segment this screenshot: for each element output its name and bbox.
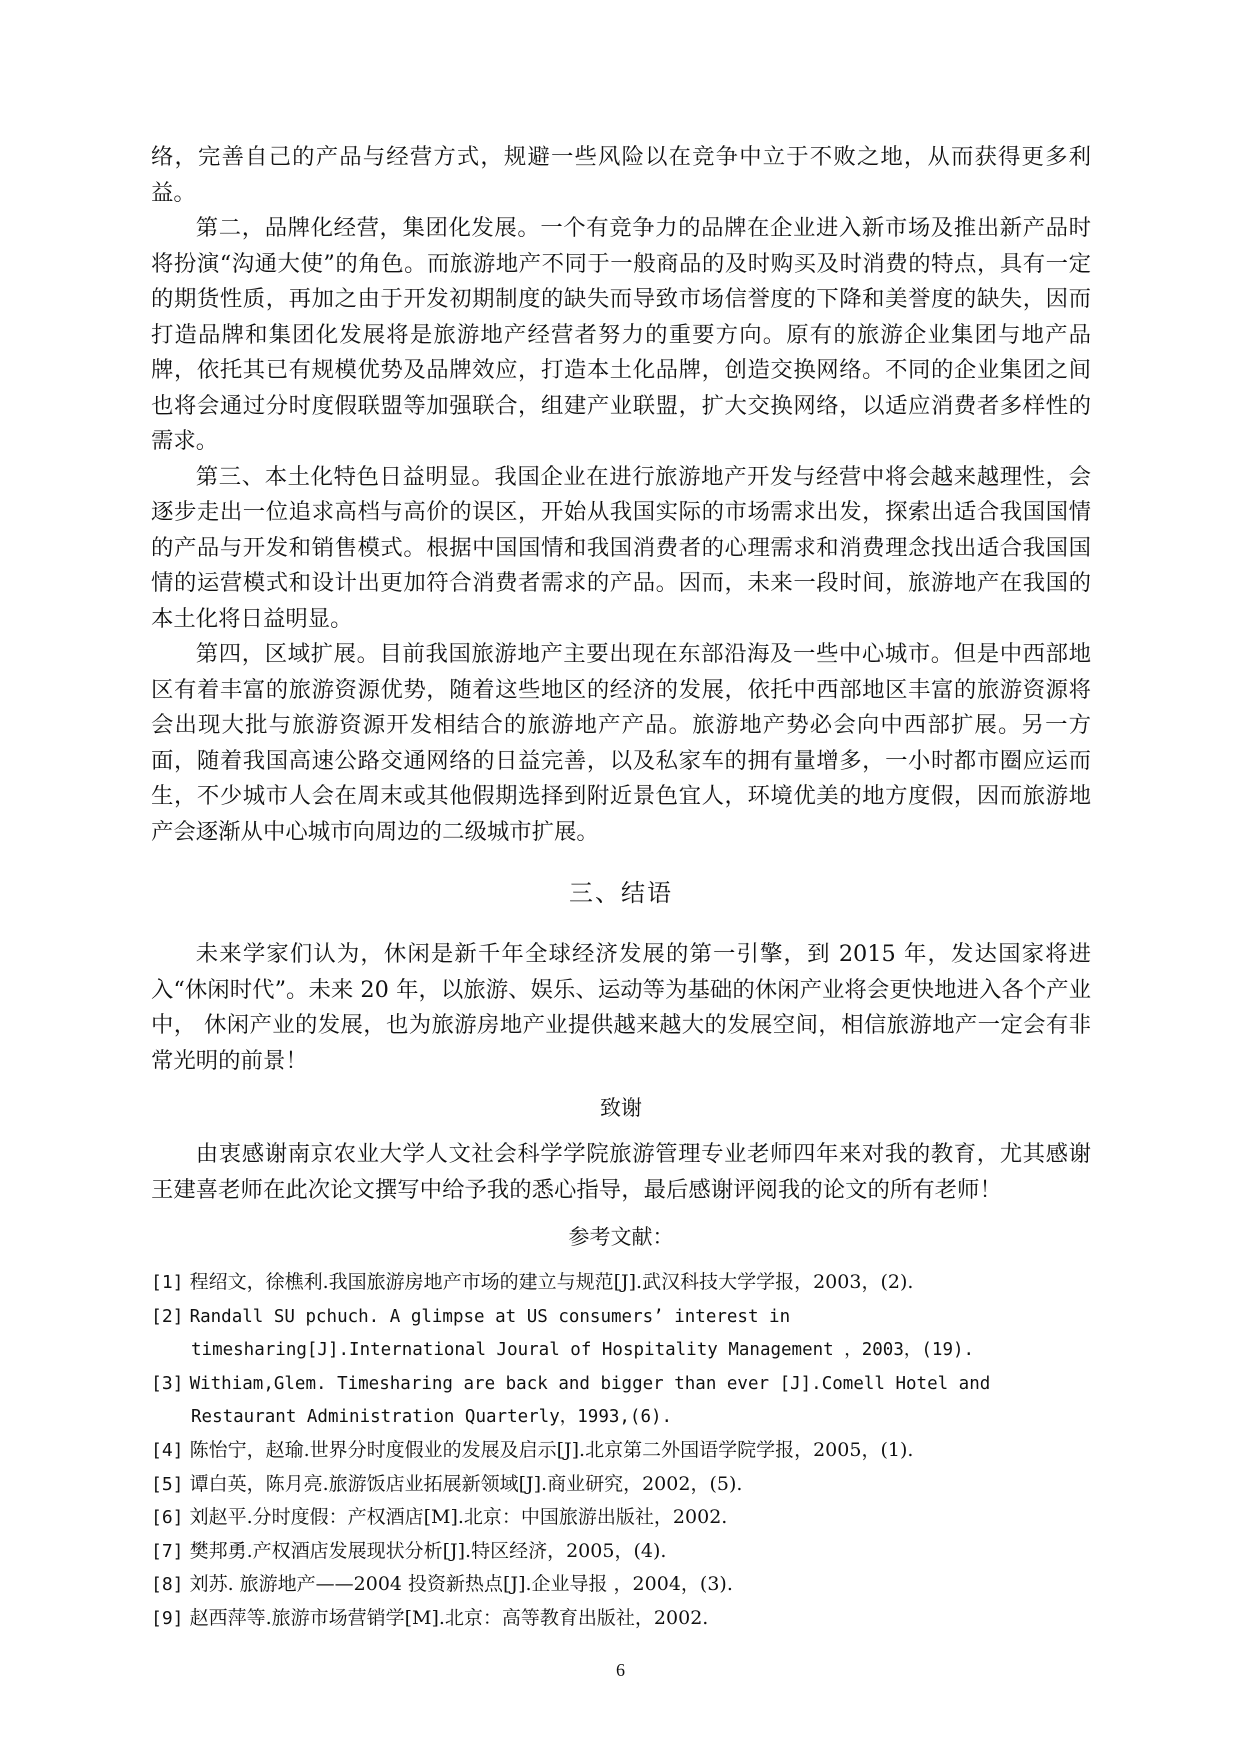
reference-item <box>151 1535 1091 1569</box>
reference-item <box>151 1602 1091 1636</box>
reference-text: Withiam,Glem. Timesharing are back and bigger than ever [J].Comell Hotel and Restaurant Administration Quarterly，1993,(6). <box>189 1373 991 1428</box>
references-heading: 参考文献： <box>568 1225 674 1249</box>
reference-text: 赵西萍等.旅游市场营销学[M].北京：高等教育出版社，2002. <box>189 1606 709 1629</box>
reference-number: [9] <box>151 1607 184 1629</box>
reference-number: [4] <box>151 1439 184 1461</box>
reference-number: [5] <box>151 1473 184 1495</box>
reference-item <box>151 1266 1091 1300</box>
reference-number: [3] <box>151 1372 184 1394</box>
reference-number: [2] <box>151 1305 184 1327</box>
reference-item <box>151 1434 1091 1468</box>
reference-item <box>151 1501 1091 1535</box>
conclusion-paragraph: 未来学家们认为，休闲是新千年全球经济发展的第一引擎，到 2015 年，发达国家将进入“休闲时代”。未来 20 年，以旅游、娱乐、运动等为基础的休闲产业将会更快地进入各个产业中， 休闲产业的发展，也为旅游房地产业提供越来越大的发展空间，相信旅游地产一定会有非常光明的前景！ <box>151 941 1091 1074</box>
reference-text: 程绍文，徐樵利.我国旅游房地产市场的建立与规范[J].武汉科技大学学报，2003，(2). <box>189 1271 914 1293</box>
reference-list <box>151 1266 1091 1636</box>
reference-number: [1] <box>151 1272 184 1293</box>
conclusion-heading: 三、结语 <box>569 879 673 907</box>
reference-text: 陈怡宁，赵瑜.世界分时度假业的发展及启示[J].北京第二外国语学院学报，2005，(1). <box>189 1438 914 1461</box>
reference-text: 刘赵平.分时度假：产权酒店[M].北京：中国旅游出版社，2002. <box>189 1506 728 1529</box>
reference-item <box>151 1568 1091 1602</box>
body-paragraph-localization: 第三、本土化特色日益明显。我国企业在进行旅游地产开发与经营中将会越来越理性，会逐步走出一位追求高档与高价的误区，开始从我国实际的市场需求出发，探索出适合我国国情的产品与开发和销售模式。根据中国国情和我国消费者的心理需求和消费理念找出适合我国国情的运营模式和设计出更加符合消费者需求的产品。因而，未来一段时间，旅游地产在我国的本土化将日益明显。 <box>151 463 1091 632</box>
reference-text: 樊邦勇.产权酒店发展现状分析[J].特区经济，2005，(4). <box>189 1539 667 1562</box>
acknowledgement-heading: 致谢 <box>600 1096 642 1120</box>
reference-item <box>151 1367 1091 1434</box>
body-paragraph-branding: 第二，品牌化经营，集团化发展。一个有竞争力的品牌在企业进入新市场及推出新产品时将扮演“沟通大使”的角色。而旅游地产不同于一般商品的及时购买及时消费的特点，具有一定的期货性质，再加之由于开发初期制度的缺失而导致市场信誉度的下降和美誉度的缺失，因而打造品牌和集团化发展将是旅游地产经营者努力的重要方向。原有的旅游企业集团与地产品牌，依托其已有规模优势及品牌效应，打造本土化品牌，创造交换网络。不同的企业集团之间也将会通过分时度假联盟等加强联合，组建产业联盟，扩大交换网络，以适应消费者多样性的需求。 <box>151 215 1091 454</box>
reference-number: [6] <box>151 1507 184 1529</box>
reference-text: 谭白英，陈月亮.旅游饭店业拓展新领域[J].商业研究，2002，(5). <box>189 1472 743 1495</box>
reference-number: [7] <box>151 1540 184 1562</box>
paper-page <box>151 140 1091 1636</box>
acknowledgement-paragraph: 由衷感谢南京农业大学人文社会科学学院旅游管理专业老师四年来对我的教育，尤其感谢王建喜老师在此次论文撰写中给予我的悉心指导，最后感谢评阅我的论文的所有老师！ <box>151 1141 1091 1203</box>
body-paragraph-regional-expansion: 第四，区域扩展。目前我国旅游地产主要出现在东部沿海及一些中心城市。但是中西部地区有着丰富的旅游资源优势，随着这些地区的经济的发展，依托中西部地区丰富的旅游资源将会出现大批与旅游资源开发相结合的旅游地产产品。旅游地产势必会向中西部扩展。另一方面，随着我国高速公路交通网络的日益完善，以及私家车的拥有量增多，一小时都市圈应运而生，不少城市人会在周末或其他假期选择到附近景色宜人，环境优美的地方度假，因而旅游地产会逐渐从中心城市向周边的二级城市扩展。 <box>151 641 1091 845</box>
reference-item <box>151 1300 1091 1367</box>
reference-number: [8] <box>151 1574 184 1596</box>
body-paragraph-continued: 络，完善自己的产品与经营方式，规避一些风险以在竞争中立于不败之地，从而获得更多利益。 <box>151 144 1091 206</box>
page-number: 6 <box>616 1660 625 1680</box>
reference-item <box>151 1468 1091 1502</box>
reference-text: 刘苏. 旅游地产——2004 投资新热点[J].企业导报 ，2004，(3). <box>189 1573 733 1596</box>
reference-text: Randall SU pchuch. A glimpse at US consumers’ interest in timesharing[J].International Joural of Hospitality Management ，2003，(19). <box>189 1306 975 1361</box>
